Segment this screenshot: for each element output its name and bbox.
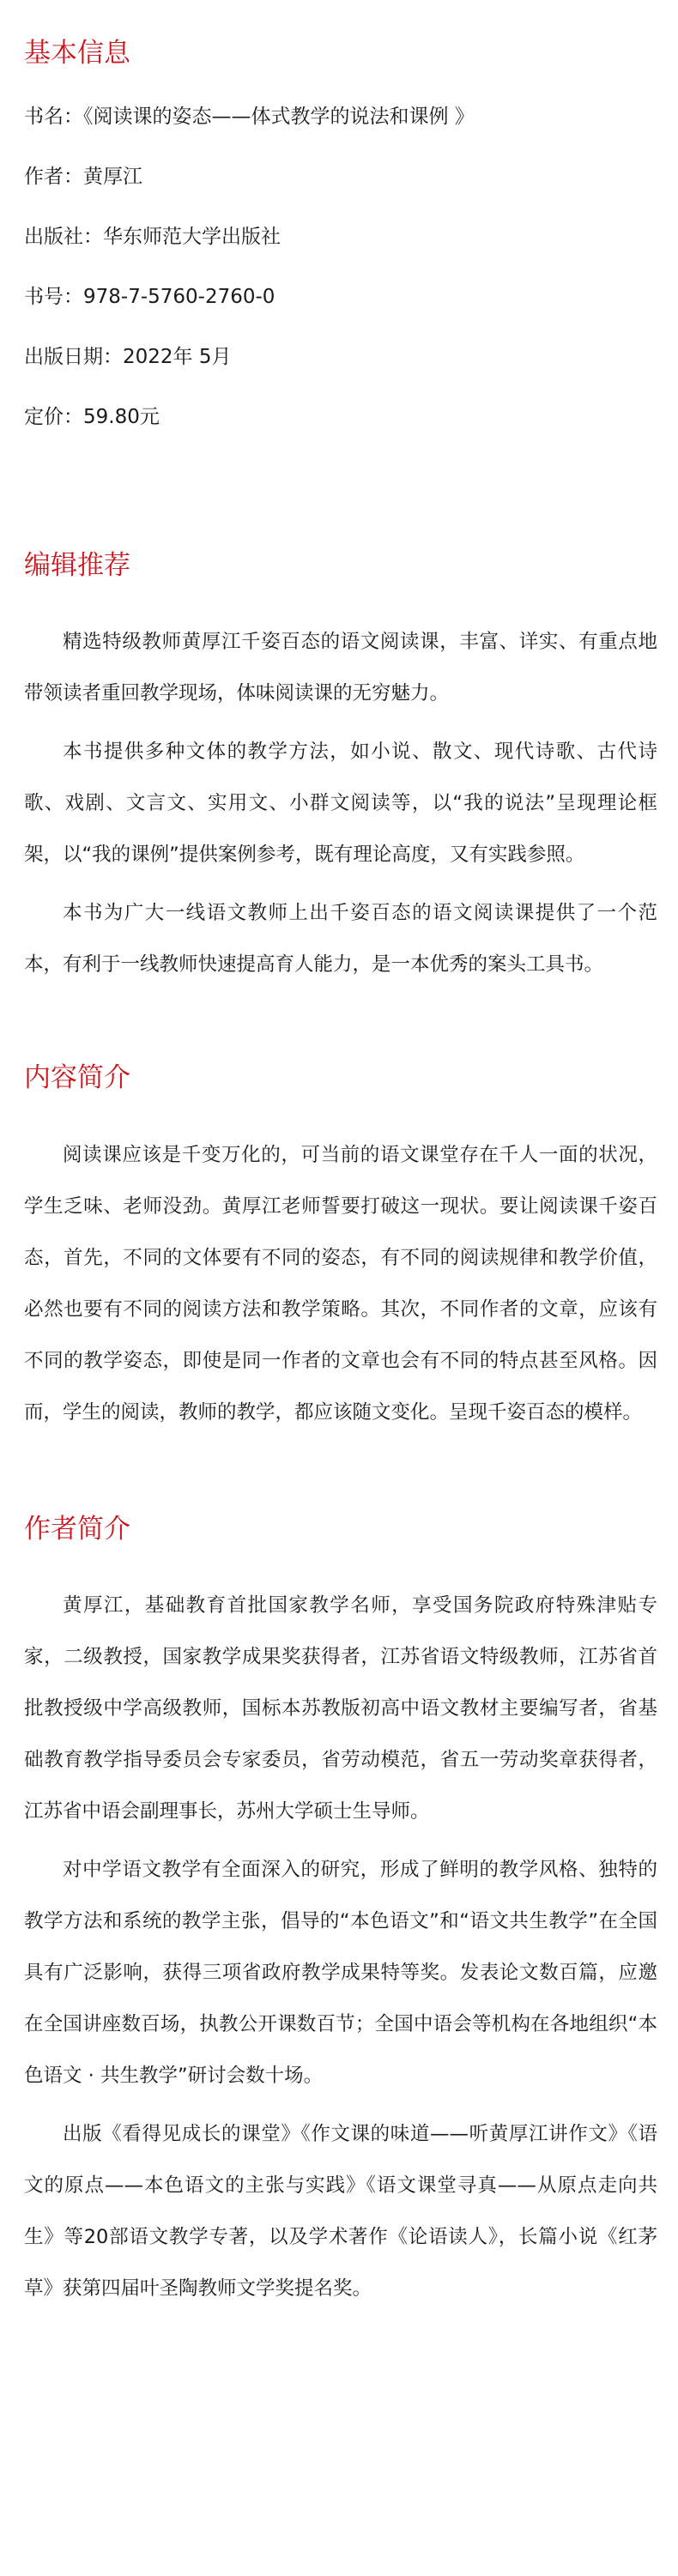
paragraph: 精选特级教师黄厚江千姿百态的语文阅读课，丰富、详实、有重点地带领读者重回教学现场，体味阅读课的无穷魅力。 [24,631,657,705]
info-publisher: 出版社：华东师范大学出版社 [24,226,281,249]
content-intro-body [24,1129,657,1438]
info-price: 定价：59.80元 [24,406,160,429]
info-isbn: 书号：978-7-5760-2760-0 [24,286,275,309]
author-intro-body [24,1580,657,2314]
paragraph: 本书为广大一线语文教师上出千姿百态的语文阅读课提供了一个范本，有利于一线教师快速提高育人能力，是一本优秀的案头工具书。 [24,902,657,977]
paragraph: 阅读课应该是千变万化的，可当前的语文课堂存在千人一面的状况，学生乏味、老师没劲。黄厚江老师誓要打破这一现状。要让阅读课千姿百态，首先，不同的文体要有不同的姿态，有不同的阅读规律和教学价值，必然也要有不同的阅读方法和教学策略。其次，不同作者的文章，应该有不同的教学姿态，即使是同一作者的文章也会有不同的特点甚至风格。因而，学生的阅读，教师的教学，都应该随文变化。呈现千姿百态的模样。 [24,1143,657,1424]
paragraph: 本书提供多种文体的教学方法，如小说、散文、现代诗歌、古代诗歌、戏剧、文言文、实用文、小群文阅读等，以“我的说法”呈现理论框架，以“我的课例”提供案例参考，既有理论高度，又有实践参照。 [24,741,657,867]
section-title-author-intro: 作者简介 [24,1513,130,1545]
info-publish-date: 出版日期：2022年 5月 [24,346,232,369]
paragraph: 对中学语文教学有全面深入的研究，形成了鲜明的教学风格、独特的教学方法和系统的教学主张，倡导的“本色语文”和“语文共生教学”在全国具有广泛影响，获得三项省政府教学成果特等奖。发表论文数百篇，应邀在全国讲座数百场，执教公开课数百节；全国中语会等机构在各地组织“本色语文 · 共生教学”研讨会数十场。 [24,1858,657,2087]
info-author: 作者：黄厚江 [24,166,142,189]
basic-info-list [24,104,657,430]
paragraph: 黄厚江，基础教育首批国家教学名师，享受国务院政府特殊津贴专家，二级教授，国家教学成果奖获得者，江苏省语文特级教师，江苏省首批教授级中学高级教师，国标本苏教版初高中语文教材主要编写者，省基础教育教学指导委员会专家委员，省劳动模范，省五一劳动奖章获得者，江苏省中语会副理事长，苏州大学硕士生导师。 [24,1593,657,1823]
paragraph: 出版《看得见成长的课堂》《作文课的味道——听黄厚江讲作文》《语文的原点——本色语文的主张与实践》《语文课堂寻真——从原点走向共生》等20部语文教学专著，以及学术著作《论语读人》，长篇小说《红茅草》获第四届叶圣陶教师文学奖提名奖。 [24,2122,657,2300]
section-title-editor-recommend: 编辑推荐 [24,550,130,582]
section-title-basic-info: 基本信息 [24,38,130,69]
section-title-content-intro: 内容简介 [24,1062,130,1094]
editor-recommend-body [24,616,657,990]
info-book-name: 书名：《阅读课的姿态——体式教学的说法和课例 》 [24,106,475,129]
